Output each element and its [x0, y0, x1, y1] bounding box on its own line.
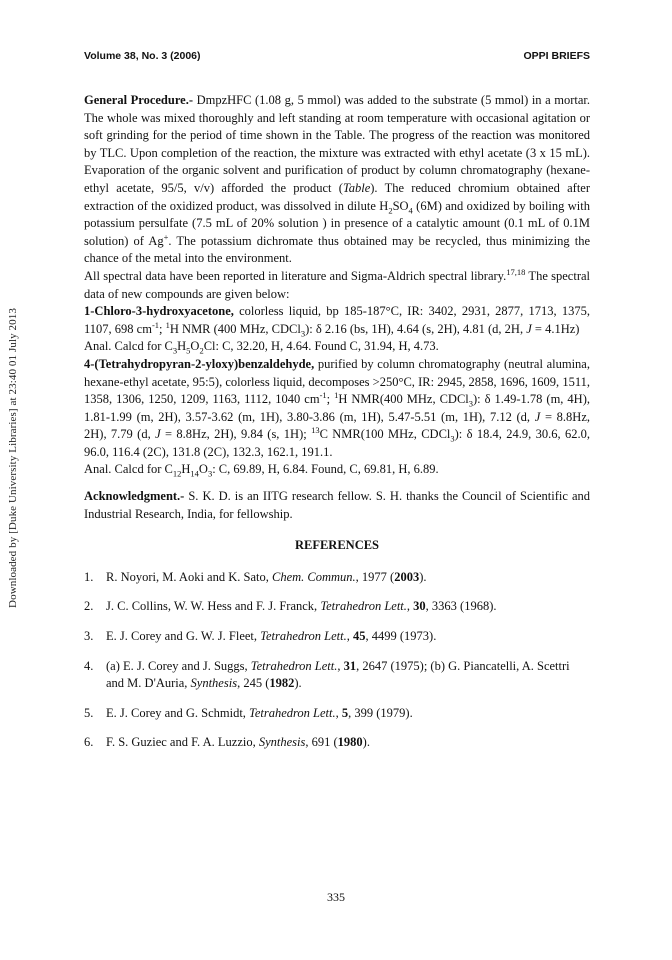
section-label: OPPI BRIEFS	[523, 50, 590, 62]
page-number: 335	[327, 890, 345, 904]
compound-1-name: 1-Chloro-3-hydroxyacetone,	[84, 304, 234, 319]
general-procedure-paragraph: General Procedure.- DmpzHFC (1.08 g, 5 mmol) was added to the substrate (5 mmol) in a mortar. The whole was mixed thoroughly and left standing at room temperature with occasional agitation or soft grinding for the period of time shown in the Table. The progress of the reaction was monitored by TLC. Upon completion of the reaction, the mixture was extracted with ethyl acetate (3 x 15 mL). Evaporation of the organic solvent and purification of product by column chromatography (hexane-ethyl acetate, 95/5, v/v) afforded the product (Table). The reduced chromium obtained after extraction of the oxidized product, was dissolved in dilute $H_2SO_4$ (6M) and oxidized by boiling with potassium persulfate (7.5 mL of 20% solution ) in presence of a catalytic amount (0.1 mL of 0.1M solution) of Ag+. The potassium dichromate thus obtained may be recycled, thus minimizing the chance of the metal into the environment.	[84, 93, 591, 266]
citation-superscript: 17,18	[506, 266, 526, 277]
compound-2-name: 4-(Tetrahydropyran-2-yloxy)benzaldehyde,	[84, 356, 315, 371]
compound-2-analysis: Anal. Calcd for $C_{12}H_{14}O_3$: C, 69.89, H, 6.84. Found, C, 69.81, H, 6.89.	[84, 462, 439, 479]
compound-2-data: 4-(Tetrahydropyran-2-yloxy)benzaldehyde, purified by column chromatography (neutral alumina, hexane-ethyl acetate, 95:5), colorless liquid, decomposes >250°C, IR: 2945, 2858, 1696, 1609, 1511, 1358, 1306, 1250, 1209, 1163, 1112, 1040 $cm^{-1}$; $^1$H NMR(400 MHz, CDCl$_3$): δ 1.49-1.78 (m, 4H), 1.81-1.99 (m, 2H), 3.57-3.62 (m, 1H), 3.80-3.86 (m, 1H), 5.47-5.51 (m, 1H), 7.12 (d, J = 8.8Hz, 2H), 7.79 (d, J = 8.8Hz, 2H), 9.84 (s, 1H); $^{13}$C NMR(100 MHz, CDCl$_3$): δ 18.4, 24.9, 30.6, 62.0, 96.0, 116.4 (2C), 131.8 (2C), 132.3, 162.1, 191.1.	[84, 356, 590, 459]
acknowledgment-paragraph: Acknowledgment.- S. K. D. is an IITG research fellow. S. H. thanks the Council of Scientific and Industrial Research, India, for fellowship.	[84, 489, 590, 521]
spectral-note-paragraph: All spectral data have been reported in literature and Sigma-Aldrich spectral library.$^{17,18}$ The spectral data of new compounds are given below:	[84, 266, 591, 301]
reference-item: 4. (a) E. J. Corey and J. Suggs, Tetrahedron Lett., 31, 2647 (1975); (b) G. Piancatelli, A. Scettri and M. D'Auria, Synthesis, 245 (1982).	[84, 658, 570, 691]
compound-1-analysis: Anal. Calcd for $C_3H_5O_2Cl$: C, 32.20, H, 4.64. Found C, 31.94, H, 4.73.	[84, 339, 439, 356]
download-note: Downloaded by [Duke University Libraries] at 23:40 01 July 2013	[7, 308, 20, 608]
article-body	[84, 92, 590, 764]
reference-item: 2. J. C. Collins, W. W. Hess and F. J. Franck, Tetrahedron Lett., 30, 3363 (1968).	[84, 599, 497, 614]
references-heading: REFERENCES	[294, 538, 380, 553]
reference-item: 3. E. J. Corey and G. W. J. Fleet, Tetrahedron Lett., 45, 4499 (1973).	[84, 629, 437, 644]
download-watermark	[0, 218, 26, 698]
compound-1-data: 1-Chloro-3-hydroxyacetone, colorless liquid, bp 185-187°C, IR: 3402, 2931, 2877, 1713, 1375, 1107, 698 $cm^{-1}$; $^1$H NMR (400 MHz, CDCl$_3$): δ 2.16 (bs, 1H), 4.64 (s, 2H), 4.81 (d, 2H, J = 4.1Hz)	[84, 304, 590, 339]
general-procedure-heading: General Procedure.-	[84, 93, 193, 107]
reference-list	[84, 569, 590, 752]
table-reference: Table	[342, 180, 371, 195]
reference-item: 5. E. J. Corey and G. Schmidt, Tetrahedron Lett., 5, 399 (1979).	[84, 705, 413, 720]
reference-item: 1. R. Noyori, M. Aoki and K. Sato, Chem. Commun., 1977 (2003).	[84, 569, 427, 584]
reference-item: 6. F. S. Guziec and F. A. Luzzio, Synthesis, 691 (1980).	[84, 735, 370, 750]
running-header	[84, 50, 590, 62]
acknowledgment-heading: Acknowledgment.-	[84, 489, 185, 504]
volume-label: Volume 38, No. 3 (2006)	[84, 50, 201, 62]
